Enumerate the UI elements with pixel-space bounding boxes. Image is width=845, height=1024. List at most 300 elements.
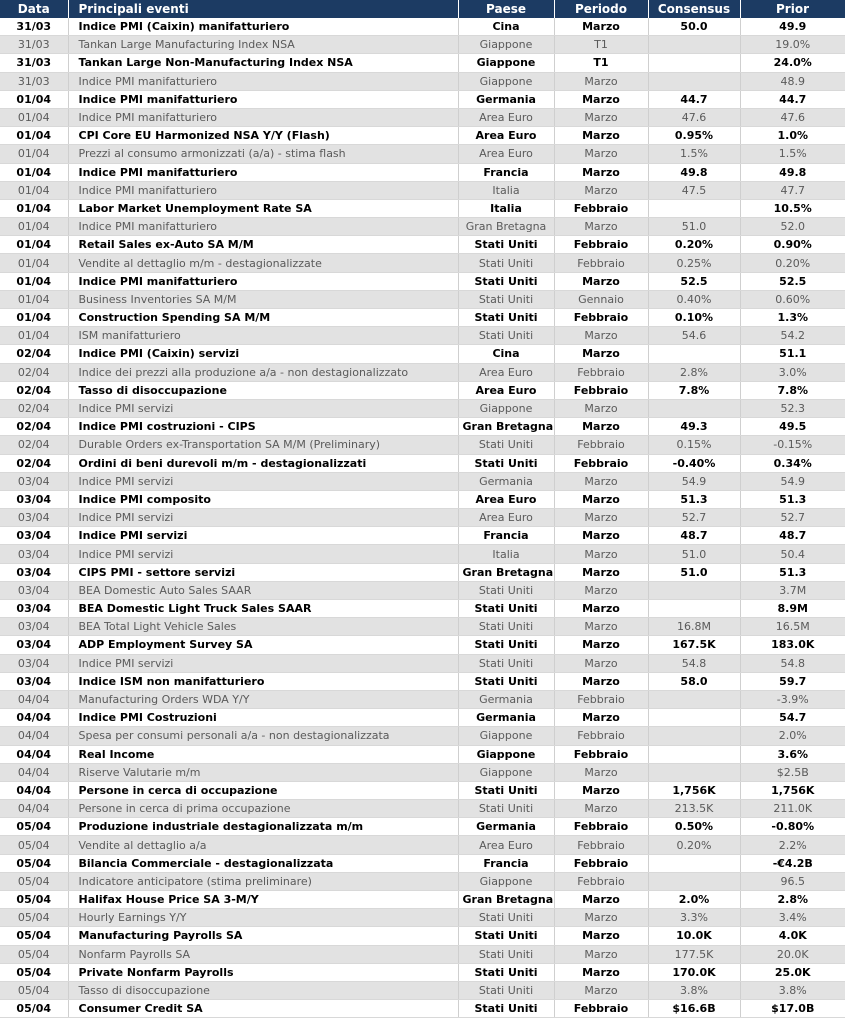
table-row: [0, 90, 845, 108]
cell-consensus: 0.20%: [648, 236, 740, 254]
cell-date: 02/04: [0, 454, 68, 472]
table-row: [0, 781, 845, 799]
cell-prior: 1.3%: [740, 309, 845, 327]
cell-period: Febbraio: [554, 818, 648, 836]
table-row: [0, 327, 845, 345]
table-row: [0, 363, 845, 381]
cell-prior: 19.0%: [740, 36, 845, 54]
cell-date: 01/04: [0, 327, 68, 345]
cell-prior: -3.9%: [740, 690, 845, 708]
cell-event: Indice PMI manifatturiero: [68, 90, 458, 108]
cell-date: 04/04: [0, 781, 68, 799]
cell-date: 03/04: [0, 563, 68, 581]
cell-period: Febbraio: [554, 254, 648, 272]
cell-event: Indice ISM non manifatturiero: [68, 672, 458, 690]
cell-date: 01/04: [0, 127, 68, 145]
table-row: [0, 18, 845, 36]
header-period: Periodo: [554, 0, 648, 18]
cell-consensus: 0.50%: [648, 818, 740, 836]
cell-date: 02/04: [0, 381, 68, 399]
cell-event: Tasso di disoccupazione: [68, 981, 458, 999]
cell-date: 03/04: [0, 545, 68, 563]
cell-country: Italia: [458, 199, 554, 217]
cell-prior: 52.7: [740, 509, 845, 527]
cell-date: 04/04: [0, 763, 68, 781]
cell-consensus: [648, 199, 740, 217]
header-date: Data: [0, 0, 68, 18]
table-row: [0, 654, 845, 672]
cell-period: Marzo: [554, 418, 648, 436]
cell-date: 01/04: [0, 181, 68, 199]
cell-country: Area Euro: [458, 836, 554, 854]
table-row: [0, 763, 845, 781]
cell-event: Consumer Credit SA: [68, 1000, 458, 1018]
cell-country: Stati Uniti: [458, 581, 554, 599]
cell-country: Stati Uniti: [458, 800, 554, 818]
cell-date: 31/03: [0, 36, 68, 54]
cell-date: 05/04: [0, 945, 68, 963]
cell-country: Area Euro: [458, 381, 554, 399]
cell-consensus: 0.25%: [648, 254, 740, 272]
cell-event: Indice PMI (Caixin) manifatturiero: [68, 18, 458, 36]
cell-consensus: 51.0: [648, 563, 740, 581]
cell-date: 01/04: [0, 199, 68, 217]
table-row: [0, 72, 845, 90]
cell-consensus: 54.6: [648, 327, 740, 345]
cell-prior: 48.7: [740, 527, 845, 545]
cell-event: Indice PMI servizi: [68, 472, 458, 490]
table-row: [0, 581, 845, 599]
cell-period: Marzo: [554, 108, 648, 126]
table-row: [0, 418, 845, 436]
table-row: [0, 181, 845, 199]
cell-country: Area Euro: [458, 127, 554, 145]
cell-prior: 47.7: [740, 181, 845, 199]
cell-consensus: 54.8: [648, 654, 740, 672]
cell-prior: 2.0%: [740, 727, 845, 745]
cell-consensus: 47.5: [648, 181, 740, 199]
cell-prior: 16.5M: [740, 618, 845, 636]
cell-country: Gran Bretagna: [458, 563, 554, 581]
cell-period: Marzo: [554, 399, 648, 417]
cell-event: Riserve Valutarie m/m: [68, 763, 458, 781]
table-row: [0, 108, 845, 126]
cell-period: Febbraio: [554, 309, 648, 327]
table-row: [0, 945, 845, 963]
cell-event: Indice PMI servizi: [68, 399, 458, 417]
cell-date: 01/04: [0, 272, 68, 290]
cell-event: Indice PMI Costruzioni: [68, 709, 458, 727]
table-row: [0, 872, 845, 890]
cell-prior: 183.0K: [740, 636, 845, 654]
cell-prior: 54.9: [740, 472, 845, 490]
cell-prior: 4.0K: [740, 927, 845, 945]
cell-country: Francia: [458, 854, 554, 872]
cell-country: Stati Uniti: [458, 454, 554, 472]
cell-period: Marzo: [554, 327, 648, 345]
cell-prior: 0.90%: [740, 236, 845, 254]
cell-prior: 54.8: [740, 654, 845, 672]
table-row: [0, 527, 845, 545]
cell-event: Indice PMI servizi: [68, 654, 458, 672]
cell-event: Indice PMI servizi: [68, 509, 458, 527]
cell-country: Area Euro: [458, 509, 554, 527]
table-row: [0, 345, 845, 363]
cell-date: 03/04: [0, 618, 68, 636]
cell-consensus: 51.3: [648, 490, 740, 508]
table-row: [0, 909, 845, 927]
cell-prior: 52.3: [740, 399, 845, 417]
cell-period: Marzo: [554, 472, 648, 490]
cell-event: Tasso di disoccupazione: [68, 381, 458, 399]
cell-country: Stati Uniti: [458, 290, 554, 308]
cell-date: 03/04: [0, 509, 68, 527]
table-row: [0, 36, 845, 54]
table-row: [0, 745, 845, 763]
cell-country: Stati Uniti: [458, 636, 554, 654]
cell-event: Business Inventories SA M/M: [68, 290, 458, 308]
cell-event: Halifax House Price SA 3-M/Y: [68, 891, 458, 909]
cell-country: Stati Uniti: [458, 672, 554, 690]
table-row: [0, 618, 845, 636]
cell-period: Gennaio: [554, 290, 648, 308]
cell-period: T1: [554, 54, 648, 72]
cell-event: Indice PMI manifatturiero: [68, 218, 458, 236]
cell-period: Marzo: [554, 181, 648, 199]
cell-event: Indice PMI composito: [68, 490, 458, 508]
cell-consensus: 44.7: [648, 90, 740, 108]
table-row: [0, 199, 845, 217]
cell-prior: $2.5B: [740, 763, 845, 781]
table-row: [0, 690, 845, 708]
cell-consensus: [648, 690, 740, 708]
cell-country: Germania: [458, 690, 554, 708]
cell-prior: 50.4: [740, 545, 845, 563]
cell-prior: 0.60%: [740, 290, 845, 308]
cell-country: Stati Uniti: [458, 327, 554, 345]
cell-period: Marzo: [554, 618, 648, 636]
cell-prior: 47.6: [740, 108, 845, 126]
table-row: [0, 399, 845, 417]
cell-date: 05/04: [0, 891, 68, 909]
cell-consensus: 54.9: [648, 472, 740, 490]
cell-period: Febbraio: [554, 836, 648, 854]
cell-event: Spesa per consumi personali a/a - non destagionalizzata: [68, 727, 458, 745]
cell-consensus: [648, 745, 740, 763]
cell-date: 02/04: [0, 418, 68, 436]
cell-consensus: 213.5K: [648, 800, 740, 818]
cell-event: Tankan Large Manufacturing Index NSA: [68, 36, 458, 54]
table-row: [0, 381, 845, 399]
cell-period: T1: [554, 36, 648, 54]
cell-event: Indicatore anticipatore (stima preliminare): [68, 872, 458, 890]
cell-period: Febbraio: [554, 436, 648, 454]
cell-country: Francia: [458, 163, 554, 181]
cell-prior: 3.6%: [740, 745, 845, 763]
cell-event: BEA Total Light Vehicle Sales: [68, 618, 458, 636]
table-row: [0, 709, 845, 727]
header-prior: Prior: [740, 0, 845, 18]
cell-prior: 49.8: [740, 163, 845, 181]
cell-country: Giappone: [458, 763, 554, 781]
cell-period: Marzo: [554, 981, 648, 999]
cell-period: Marzo: [554, 963, 648, 981]
table-header-row: [0, 0, 845, 18]
cell-consensus: 16.8M: [648, 618, 740, 636]
cell-consensus: [648, 709, 740, 727]
cell-consensus: 0.20%: [648, 836, 740, 854]
cell-country: Stati Uniti: [458, 963, 554, 981]
cell-consensus: 51.0: [648, 218, 740, 236]
cell-prior: 52.0: [740, 218, 845, 236]
header-event: Principali eventi: [68, 0, 458, 18]
cell-period: Marzo: [554, 581, 648, 599]
cell-period: Marzo: [554, 563, 648, 581]
cell-prior: 7.8%: [740, 381, 845, 399]
cell-event: Indice PMI costruzioni - CIPS: [68, 418, 458, 436]
cell-country: Germania: [458, 818, 554, 836]
table-row: [0, 490, 845, 508]
cell-prior: 24.0%: [740, 54, 845, 72]
cell-prior: 52.5: [740, 272, 845, 290]
cell-consensus: 0.15%: [648, 436, 740, 454]
cell-prior: 49.9: [740, 18, 845, 36]
table-row: [0, 927, 845, 945]
cell-date: 03/04: [0, 636, 68, 654]
table-row: [0, 163, 845, 181]
cell-prior: 10.5%: [740, 199, 845, 217]
cell-period: Marzo: [554, 709, 648, 727]
cell-consensus: 52.7: [648, 509, 740, 527]
cell-country: Stati Uniti: [458, 927, 554, 945]
cell-date: 03/04: [0, 654, 68, 672]
cell-date: 03/04: [0, 472, 68, 490]
cell-date: 05/04: [0, 854, 68, 872]
cell-event: Persone in cerca di prima occupazione: [68, 800, 458, 818]
cell-consensus: 10.0K: [648, 927, 740, 945]
cell-country: Germania: [458, 472, 554, 490]
cell-period: Marzo: [554, 672, 648, 690]
cell-event: ISM manifatturiero: [68, 327, 458, 345]
cell-prior: 3.4%: [740, 909, 845, 927]
cell-event: Indice PMI manifatturiero: [68, 181, 458, 199]
cell-prior: 59.7: [740, 672, 845, 690]
cell-prior: 3.8%: [740, 981, 845, 999]
cell-date: 31/03: [0, 54, 68, 72]
table-row: [0, 472, 845, 490]
cell-period: Marzo: [554, 527, 648, 545]
cell-country: Stati Uniti: [458, 945, 554, 963]
cell-period: Marzo: [554, 218, 648, 236]
cell-consensus: 0.95%: [648, 127, 740, 145]
cell-date: 01/04: [0, 236, 68, 254]
cell-prior: 2.8%: [740, 891, 845, 909]
table-row: [0, 836, 845, 854]
cell-period: Febbraio: [554, 745, 648, 763]
cell-consensus: 0.10%: [648, 309, 740, 327]
cell-date: 04/04: [0, 727, 68, 745]
cell-country: Italia: [458, 545, 554, 563]
cell-prior: 2.2%: [740, 836, 845, 854]
cell-date: 04/04: [0, 800, 68, 818]
cell-period: Marzo: [554, 163, 648, 181]
cell-period: Marzo: [554, 545, 648, 563]
cell-country: Stati Uniti: [458, 600, 554, 618]
cell-prior: 1.5%: [740, 145, 845, 163]
cell-event: Ordini di beni durevoli m/m - destagionalizzati: [68, 454, 458, 472]
cell-event: Retail Sales ex-Auto SA M/M: [68, 236, 458, 254]
cell-prior: $17.0B: [740, 1000, 845, 1018]
cell-country: Giappone: [458, 727, 554, 745]
cell-country: Francia: [458, 527, 554, 545]
cell-consensus: 3.8%: [648, 981, 740, 999]
cell-consensus: 47.6: [648, 108, 740, 126]
cell-period: Febbraio: [554, 854, 648, 872]
cell-date: 02/04: [0, 399, 68, 417]
table-row: [0, 145, 845, 163]
cell-prior: 51.3: [740, 563, 845, 581]
cell-consensus: -0.40%: [648, 454, 740, 472]
cell-consensus: 49.8: [648, 163, 740, 181]
cell-consensus: 2.0%: [648, 891, 740, 909]
cell-country: Cina: [458, 345, 554, 363]
cell-consensus: [648, 727, 740, 745]
cell-prior: 8.9M: [740, 600, 845, 618]
cell-consensus: 48.7: [648, 527, 740, 545]
cell-consensus: 2.8%: [648, 363, 740, 381]
table-row: [0, 509, 845, 527]
cell-prior: 3.7M: [740, 581, 845, 599]
table-row: [0, 218, 845, 236]
cell-period: Marzo: [554, 781, 648, 799]
cell-event: Bilancia Commerciale - destagionalizzata: [68, 854, 458, 872]
cell-event: ADP Employment Survey SA: [68, 636, 458, 654]
cell-consensus: 7.8%: [648, 381, 740, 399]
cell-event: Indice PMI servizi: [68, 527, 458, 545]
cell-consensus: [648, 36, 740, 54]
cell-country: Gran Bretagna: [458, 218, 554, 236]
cell-prior: 1.0%: [740, 127, 845, 145]
cell-date: 05/04: [0, 1000, 68, 1018]
table-row: [0, 545, 845, 563]
cell-date: 02/04: [0, 345, 68, 363]
cell-event: Vendite al dettaglio m/m - destagionalizzate: [68, 254, 458, 272]
table-row: [0, 672, 845, 690]
table-row: [0, 236, 845, 254]
cell-country: Stati Uniti: [458, 909, 554, 927]
cell-country: Area Euro: [458, 108, 554, 126]
cell-date: 04/04: [0, 745, 68, 763]
cell-country: Cina: [458, 18, 554, 36]
cell-country: Giappone: [458, 745, 554, 763]
cell-date: 05/04: [0, 981, 68, 999]
cell-event: Produzione industriale destagionalizzata m/m: [68, 818, 458, 836]
cell-period: Febbraio: [554, 872, 648, 890]
cell-consensus: 52.5: [648, 272, 740, 290]
cell-consensus: [648, 763, 740, 781]
cell-event: Durable Orders ex-Transportation SA M/M (Preliminary): [68, 436, 458, 454]
cell-consensus: 50.0: [648, 18, 740, 36]
cell-country: Stati Uniti: [458, 254, 554, 272]
cell-prior: 51.3: [740, 490, 845, 508]
table-row: [0, 309, 845, 327]
header-consensus: Consensus: [648, 0, 740, 18]
cell-event: CIPS PMI - settore servizi: [68, 563, 458, 581]
cell-event: Indice PMI (Caixin) servizi: [68, 345, 458, 363]
cell-prior: 3.0%: [740, 363, 845, 381]
table-row: [0, 54, 845, 72]
table-row: [0, 563, 845, 581]
cell-date: 31/03: [0, 18, 68, 36]
cell-period: Febbraio: [554, 690, 648, 708]
cell-event: Vendite al dettaglio a/a: [68, 836, 458, 854]
cell-period: Febbraio: [554, 363, 648, 381]
table-row: [0, 818, 845, 836]
cell-date: 05/04: [0, 909, 68, 927]
cell-country: Giappone: [458, 872, 554, 890]
cell-prior: 211.0K: [740, 800, 845, 818]
cell-date: 05/04: [0, 836, 68, 854]
cell-prior: -€4.2B: [740, 854, 845, 872]
cell-country: Gran Bretagna: [458, 891, 554, 909]
cell-event: Indice PMI manifatturiero: [68, 72, 458, 90]
cell-consensus: 1,756K: [648, 781, 740, 799]
cell-period: Febbraio: [554, 236, 648, 254]
cell-event: Labor Market Unemployment Rate SA: [68, 199, 458, 217]
cell-date: 31/03: [0, 72, 68, 90]
cell-event: CPI Core EU Harmonized NSA Y/Y (Flash): [68, 127, 458, 145]
table-row: [0, 127, 845, 145]
table-row: [0, 636, 845, 654]
cell-period: Febbraio: [554, 454, 648, 472]
table-row: [0, 436, 845, 454]
cell-period: Marzo: [554, 600, 648, 618]
cell-event: Tankan Large Non-Manufacturing Index NSA: [68, 54, 458, 72]
cell-country: Stati Uniti: [458, 436, 554, 454]
cell-consensus: 167.5K: [648, 636, 740, 654]
cell-country: Italia: [458, 181, 554, 199]
cell-date: 01/04: [0, 254, 68, 272]
cell-event: Private Nonfarm Payrolls: [68, 963, 458, 981]
cell-consensus: $16.6B: [648, 1000, 740, 1018]
cell-period: Marzo: [554, 145, 648, 163]
cell-date: 01/04: [0, 108, 68, 126]
cell-event: Indice dei prezzi alla produzione a/a - non destagionalizzato: [68, 363, 458, 381]
cell-country: Area Euro: [458, 145, 554, 163]
cell-date: 02/04: [0, 363, 68, 381]
cell-date: 03/04: [0, 490, 68, 508]
cell-consensus: 177.5K: [648, 945, 740, 963]
cell-period: Marzo: [554, 763, 648, 781]
cell-date: 03/04: [0, 527, 68, 545]
cell-event: Indice PMI manifatturiero: [68, 108, 458, 126]
cell-date: 01/04: [0, 163, 68, 181]
cell-prior: -0.80%: [740, 818, 845, 836]
cell-consensus: 3.3%: [648, 909, 740, 927]
cell-consensus: [648, 399, 740, 417]
cell-period: Marzo: [554, 18, 648, 36]
table-row: [0, 963, 845, 981]
table-row: [0, 1000, 845, 1018]
cell-prior: 20.0K: [740, 945, 845, 963]
cell-consensus: [648, 581, 740, 599]
cell-period: Marzo: [554, 90, 648, 108]
cell-period: Marzo: [554, 272, 648, 290]
cell-prior: 51.1: [740, 345, 845, 363]
cell-prior: 54.7: [740, 709, 845, 727]
cell-date: 05/04: [0, 927, 68, 945]
cell-event: Real Income: [68, 745, 458, 763]
